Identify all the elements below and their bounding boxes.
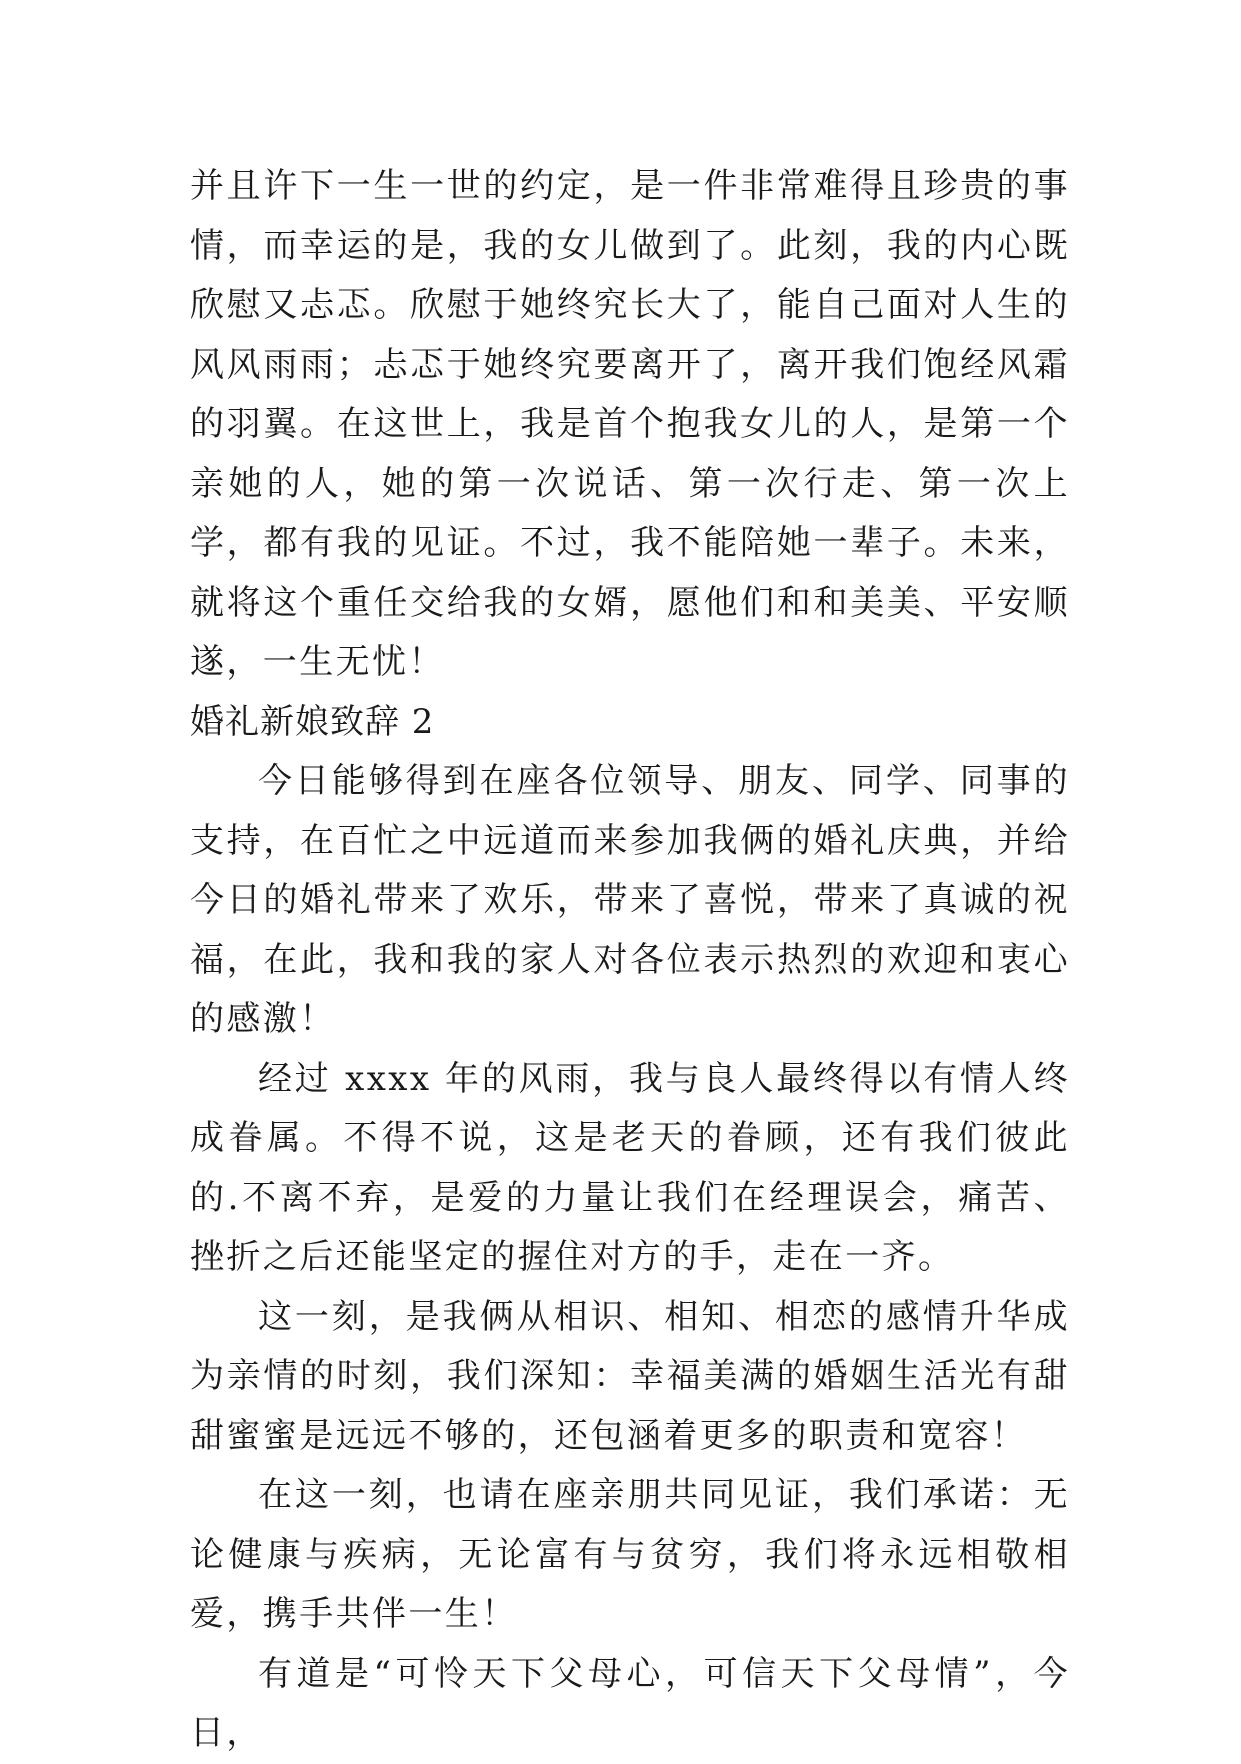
paragraph: 今日能够得到在座各位领导、朋友、同学、同事的支持，在百忙之中远道而来参加我俩的婚礼庆典，并给今日的婚礼带来了欢乐，带来了喜悦，带来了真诚的祝福，在此，我和我的家人对各位表示热烈的欢迎和衷心的感激！: [190, 761, 1070, 1039]
paragraph: 这一刻，是我俩从相识、相知、相恋的感情升华成为亲情的时刻，我们深知：幸福美满的婚姻生活光有甜甜蜜蜜是远远不够的，还包涵着更多的职责和宽容！: [190, 1296, 1070, 1456]
section-title: 婚礼新娘致辞 2: [190, 701, 435, 742]
paragraph: 有道是“可怜天下父母心，可信天下父母情”，今日，: [190, 1653, 1070, 1753]
document-body: [190, 157, 1070, 1764]
continued-paragraph: 并且许下一生一世的约定，是一件非常难得且珍贵的事情，而幸运的是，我的女儿做到了。此刻，我的内心既欣慰又忐忑。欣慰于她终究长大了，能自己面对人生的风风雨雨；忐忑于她终究要离开了，离开我们饱经风霜的羽翼。在这世上，我是首个抱我女儿的人，是第一个亲她的人，她的第一次说话、第一次行走、第一次上学，都有我的见证。不过，我不能陪她一辈子。未来，就将这个重任交给我的女婿，愿他们和和美美、平安顺遂，一生无忧！: [190, 166, 1070, 682]
paragraph: 经过 xxxx 年的风雨，我与良人最终得以有情人终成眷属。不得不说，这是老天的眷顾，还有我们彼此的.不离不弃，是爱的力量让我们在经理误会，痛苦、挫折之后还能坚定的握住对方的手，走在一齐。: [190, 1058, 1070, 1277]
paragraph: 在这一刻，也请在座亲朋共同见证，我们承诺：无论健康与疾病，无论富有与贫穷，我们将永远相敬相爱，携手共伴一生！: [190, 1475, 1070, 1634]
